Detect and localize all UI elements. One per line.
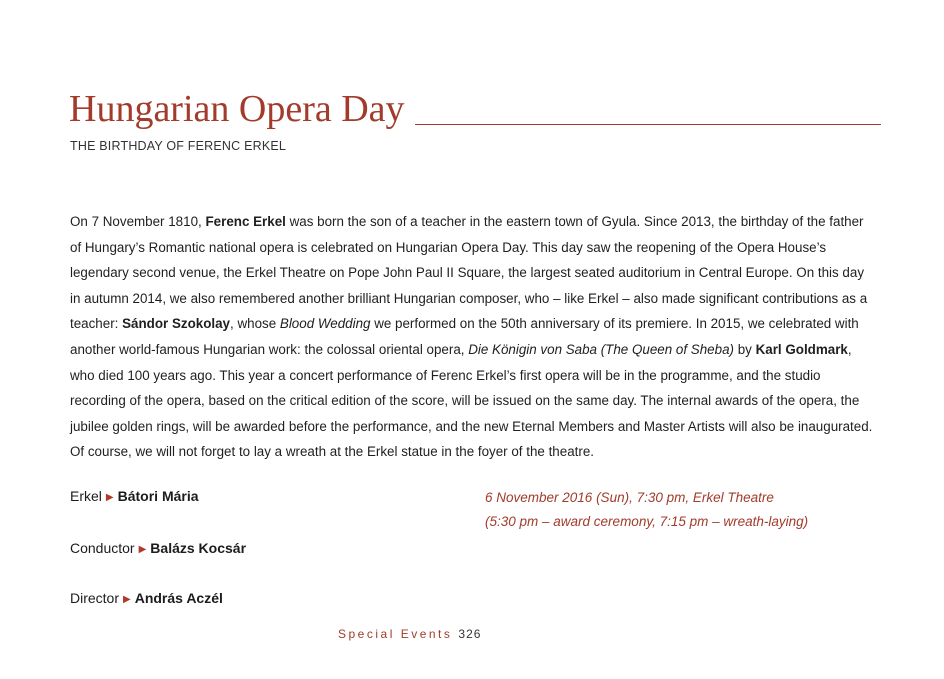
- performance-info: [485, 486, 808, 534]
- credit-director: [70, 590, 223, 606]
- footer-section: Special Events: [338, 627, 453, 641]
- credit-role: Conductor: [70, 540, 135, 556]
- credit-name: Balázs Kocsár: [150, 540, 247, 556]
- body-text: On 7 November 1810,: [70, 214, 206, 229]
- credit-erkel: [70, 488, 199, 504]
- credit-role: Director: [70, 590, 120, 606]
- title-rule: [415, 124, 881, 125]
- credit-name: Bátori Mária: [117, 488, 199, 504]
- body-text: we performed on the 50th anniversary of its premiere. In 2015, we celebrated with another world-famous Hungarian work: the colossal oriental opera,: [70, 316, 859, 357]
- page-footer: [338, 627, 481, 641]
- page-number: 326: [458, 627, 482, 641]
- composer-name: Ferenc Erkel: [205, 214, 286, 229]
- play-arrow-icon: ▶: [105, 492, 114, 503]
- performance-date: 6 November 2016 (Sun), 7:30 pm, Erkel Theatre: [485, 490, 774, 505]
- composer-name: Karl Goldmark: [755, 341, 848, 357]
- composer-name: Sándor Szokolay: [122, 316, 231, 332]
- body-text: by: [733, 341, 756, 357]
- work-title: Blood Wedding: [279, 316, 371, 332]
- credit-name: András Aczél: [134, 590, 223, 606]
- body-text: , whose: [230, 316, 280, 332]
- performance-schedule: (5:30 pm – award ceremony, 7:15 pm – wreath-laying): [485, 514, 809, 529]
- title-row: [69, 90, 881, 128]
- work-title: Die Königin von Saba (The Queen of Sheba): [468, 341, 734, 357]
- body-text: , who died 100 years ago. This year a concert performance of Ferenc Erkel’s first opera will be in the programme, and the studio recording of the opera, based on the critical edition of the score, will be issued on the same day. The internal awards of the opera, the jubilee golden rings, will be awarded before the performance, and the new Eternal Members and Master Artists will also be inaugurated. Of course, we will not forget to lay a wreath at the Erkel statue in the foyer of the theatre.: [70, 341, 873, 460]
- play-arrow-icon: ▶: [138, 544, 147, 555]
- body-paragraph: [70, 209, 876, 465]
- play-arrow-icon: ▶: [123, 594, 131, 605]
- credit-role: Erkel: [70, 488, 102, 504]
- page-title: Hungarian Opera Day: [69, 88, 405, 130]
- body-text: was born the son of a teacher in the eastern town of Gyula. Since 2013, the birthday of the father of Hungary’s Romantic national opera is celebrated on Hungarian Opera Day. This day saw the reopening of the Opera House’s legendary second venue, the Erkel Theatre on Pope John Paul II Square, the largest seated auditorium in Central Europe. On this day in autumn 2014, we also remembered another brilliant Hungarian composer, who – like Erkel – also made significant contributions as a teacher:: [70, 214, 868, 332]
- credit-conductor: [70, 540, 246, 556]
- page-subtitle: THE BIRTHDAY OF FERENC ERKEL: [70, 139, 287, 153]
